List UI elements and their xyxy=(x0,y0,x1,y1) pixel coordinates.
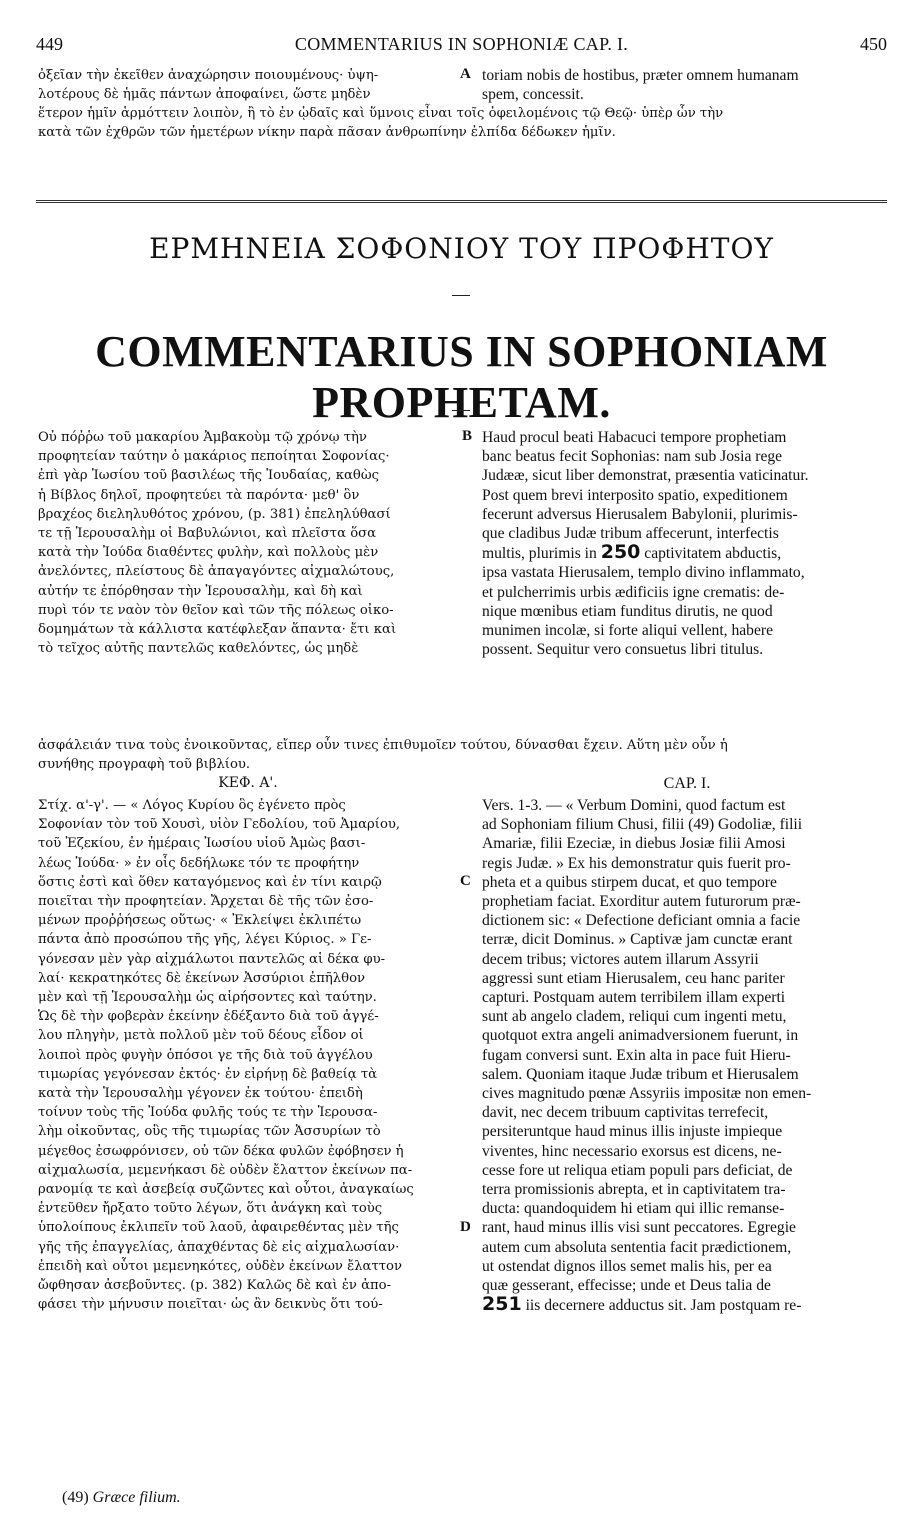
footnote xyxy=(62,1489,181,1507)
page-number-right: 450 xyxy=(860,34,887,54)
top-full-width-greek xyxy=(38,104,723,142)
text-line: nique mœnibus etiam funditus dirutis, ne quod xyxy=(482,602,773,620)
text-line: persiteruntque haud minus illis injuste impieque xyxy=(482,1123,783,1141)
text-line: κατὰ τὴν Ἰούδα διαθέντες φυλὴν, καὶ πολλοὺς μὲν xyxy=(38,545,379,561)
margin-marker-b: B xyxy=(462,428,473,444)
intro-greek-column xyxy=(38,428,458,658)
running-header xyxy=(36,34,887,56)
text-line: que cladibus Judæ tribum affecerunt, interfectis xyxy=(482,525,779,543)
text-line: quotquot extra angeli animadversionem fuerunt, in xyxy=(482,1027,799,1045)
text-line: fugam conversi sunt. Exin alta in pace fuit Hieru- xyxy=(482,1046,791,1064)
footnote-text: Græce filium. xyxy=(92,1489,181,1506)
text-line xyxy=(482,1295,892,1315)
text-line: terræ, dicit Dominus. » Captivæ jam cunctæ erant xyxy=(482,931,793,949)
text-line: αἰχμαλωσία, μεμενήκασι δὲ οὐδὲν ἔλαττον ἐκείνων πα- xyxy=(38,1162,413,1178)
title-dash xyxy=(452,295,470,296)
text-line: συνήθης προγραφὴ τοῦ βιβλίου. xyxy=(38,757,251,773)
text-line: regis Judæ. » Ex his demonstratur quis fuerit pro- xyxy=(482,854,791,872)
text-line: ἐπειδὴ καὶ οὗτοι μεμενηκότες, οὐδὲν ἐκείνων ἔλαττον xyxy=(38,1258,403,1274)
text-line: προφητείαν ταύτην ὁ μακάριος πεποίηται Σοφονίας· xyxy=(38,449,390,465)
text-line: ἕτερον ἡμῖν ἁρμόττειν λοιπὸν, ἢ τὸ ἐν ᾠδαῖς καὶ ὕμνοις εἶναι τοῖς ὀφειλομένοις τῷ Θεῷ· ὑπὲρ ὧν τὴν xyxy=(38,106,724,121)
text-line: λοιποὶ πρὸς φυγὴν ὁπόσοι γε τῆς διὰ τοῦ ἀγγέλου xyxy=(38,1047,373,1063)
text-line: Οὐ πόῤῥω τοῦ μακαρίου Ἀμβακοὺμ τῷ χρόνῳ τὴν xyxy=(38,430,367,445)
text-line: banc beatus fecit Sophonias: nam sub Josia rege xyxy=(482,448,783,466)
chapter-greek-column xyxy=(38,796,458,1314)
section-rule xyxy=(36,200,887,203)
page-number-left: 449 xyxy=(36,34,63,54)
text-line: ὤφθησαν ἀσεβοῦντες. (p. 382) Καλῶς δὲ καὶ ἐν ἀπο- xyxy=(38,1278,392,1294)
intro-latin-column xyxy=(482,428,892,659)
text-line: τὸ τεῖχος αὐτῆς παντελῶς καθελόντες, ὡς μηδὲ xyxy=(38,641,359,657)
chapter-latin-column xyxy=(482,796,892,1315)
text-line: ἀνελόντες, πλείστους δὲ ἀπαγαγόντες αἰχμαλώτους, xyxy=(38,564,395,580)
text-line: κατὰ τὴν Ἱερουσαλὴμ γέγονεν ἐκ τούτου· ἐπειδὴ xyxy=(38,1086,363,1102)
text-fragment: multis, plurimis in xyxy=(482,545,597,563)
text-line: φάσει τὴν μήνυσιν ποιεῖται· ὡς ἂν δεικνὺς ὅτι τού- xyxy=(38,1297,383,1313)
text-line: ἐντεῦθεν ἤρξατο τοῦτο λέγων, ὅτι ἀνάγκη καὶ τοὺς xyxy=(38,1201,383,1217)
text-line: fecerunt adversus Hierusalem Babylonii, plurimis- xyxy=(482,505,798,523)
text-line: salem. Quoniam itaque Judæ tribum et Hierusalem xyxy=(482,1065,799,1083)
text-line: decem tribus; victores autem illarum Assyrii xyxy=(482,950,759,968)
text-line: ἡ Βίβλος δηλοῖ, προφητεύει τὰ παρόντα· μεθ' ὃν xyxy=(38,487,360,503)
text-line: λαί· κεκρατηκότες δὲ ἐκείνων Ἀσσύριοι ἐπῆλθον xyxy=(38,970,366,986)
text-line: λέως Ἰούδα· » ἐν οἷς δεδήλωκε τόν τε προφήτην xyxy=(38,855,360,871)
text-line: Στίχ. α'-γ'. — « Λόγος Κυρίου ὃς ἐγένετο πρὸς xyxy=(38,798,346,813)
text-line: ὀξεῖαν τὴν ἐκεῖθεν ἀναχώρησιν ποιουμένους· ὑψη- xyxy=(38,68,379,83)
text-line: ad Sophoniam filium Chusi, filii (49) Godoliæ, filii xyxy=(482,816,803,834)
text-line: ποιεῖται τὴν προφητείαν. Ἄρχεται δὲ τῆς τῶν ἐσο- xyxy=(38,894,374,910)
text-line: Haud procul beati Habacuci tempore prophetiam xyxy=(482,429,787,446)
text-line: ducta: quandoquidem hi etiam qui illic remanse- xyxy=(482,1200,785,1218)
text-line: Σοφονίαν τὸν τοῦ Χουσὶ, υἱὸν Γεδολίου, τοῦ Ἀμαρίου, xyxy=(38,817,401,833)
margin-marker-c: C xyxy=(460,873,471,889)
text-line: πάντα ἀπὸ προσώπου τῆς γῆς, λέγει Κύριος. » Γε- xyxy=(38,932,372,948)
text-line: Ὡς δὲ τὴν φοβερὰν ἐκείνην ἐδέξαντο διὰ τοῦ ἀγγέ- xyxy=(38,1009,379,1025)
text-line: possent. Sequitur vero consuetus libri titulus. xyxy=(482,641,764,659)
text-line: ut ostendat dignos illos semet malis his, per ea xyxy=(482,1257,772,1275)
running-title: COMMENTARIUS IN SOPHONIÆ CAP. I. xyxy=(294,34,629,54)
text-line: πυρὶ τόν τε ναὸν τὸν θεῖον καὶ τῶν τῆς πόλεως οἰκο- xyxy=(38,602,394,618)
text-line: τοῦ Ἐζεκίου, ἐν ἡμέραις Ἰωσίου υἱοῦ Ἀμὼς βασι- xyxy=(38,836,366,852)
margin-marker-d: D xyxy=(460,1219,471,1235)
text-line: Vers. 1-3. — « Verbum Domini, quod factum est xyxy=(482,797,786,814)
text-fragment: iis decernere adductus sit. Jam postquam re- xyxy=(525,1297,802,1315)
text-line: sunt ab angelo cladem, reliqui cum ingenti metu, xyxy=(482,1008,787,1026)
text-line: spem, concessit. xyxy=(482,86,584,104)
greek-chapter-heading: ΚΕΦ. Α'. xyxy=(218,775,278,791)
text-line: cesse fore ut reliqua etiam populi pars deficiat, de xyxy=(482,1161,793,1179)
text-line: δομημάτων τὰ κάλλιστα κατέφλεξαν ἅπαντα· ἔτι καὶ xyxy=(38,622,397,638)
text-line: viventes, hinc necessario exorsus est dicens, ne- xyxy=(482,1142,782,1160)
text-line: λοτέρους δὲ ἡμᾶς πάντων ἀποφαίνει, ὥστε μηδὲν xyxy=(38,87,371,103)
text-line: autem cum absoluta sententia facit prædictionem, xyxy=(482,1238,792,1256)
text-line: Judææ, sicut liber demonstrat, præsentia vaticinatur. xyxy=(482,467,809,485)
text-line: toriam nobis de hostibus, præter omnem humanam xyxy=(482,67,799,84)
text-line: terra promissionis abrepta, et in captivitatem tra- xyxy=(482,1181,786,1199)
text-line xyxy=(482,543,892,563)
text-line: κατὰ τῶν ἐχθρῶν τῶν ἡμετέρων νίκην παρὰ πᾶσαν ἀνθρωπίνην ἐλπίδα δέδωκεν ἡμῖν. xyxy=(38,125,616,141)
margin-marker-a: A xyxy=(460,66,471,82)
text-line: capturi. Postquam autem terribilem illam experti xyxy=(482,989,786,1007)
bold-column-number: 250 xyxy=(600,541,641,564)
latin-title: COMMENTARIUS IN SOPHONIAM PROPHETAM. xyxy=(95,327,828,427)
text-line: davit, nec decem tribuum captivitas terrefecit, xyxy=(482,1104,769,1122)
text-line: aggressi sunt etiam Hierusalem, ceu hanc pariter xyxy=(482,969,785,987)
text-line: quæ gesserant, effecisse; unde et Deus talia de xyxy=(482,1277,771,1295)
greek-title: ΕΡΜΗΝΕΙΑ ΣΟΦΟΝΙΟΥ ΤΟΥ ΠΡΟΦΗΤΟΥ xyxy=(149,232,774,265)
text-line: λου πληγὴν, μετὰ πολλοῦ μὲν τοῦ δέους εἶδον οἱ xyxy=(38,1028,364,1044)
text-line: αὐτήν τε ἐπόρθησαν τὴν Ἱερουσαλὴμ, καὶ δὴ καὶ xyxy=(38,583,363,599)
text-line: dictionem sic: « Defectione deficiant omnia a facie xyxy=(482,912,801,930)
text-line: Post quem brevi interposito spatio, expeditionem xyxy=(482,486,788,504)
text-line: ἐπὶ γὰρ Ἰωσίου τοῦ βασιλέως τῆς Ἰουδαίας, καθὼς xyxy=(38,468,379,484)
text-line: prophetiam faciat. Exorditur autem futurorum præ- xyxy=(482,893,801,911)
text-line: τοίνυν τοὺς τῆς Ἰούδα φυλῆς τούς τε τὴν Ἱερουσα- xyxy=(38,1105,378,1121)
text-line: rant, haud minus illis visi sunt peccatores. Egregie xyxy=(482,1219,796,1237)
text-line: cives magnitudo pœnæ Assyriis impositæ non emen- xyxy=(482,1085,812,1103)
text-fragment: captivitatem abductis, xyxy=(644,545,782,563)
text-line: Amariæ, filii Ezeciæ, in diebus Josiæ filii Amosi xyxy=(482,835,786,853)
text-line: pheta et a quibus stirpem ducat, et quo tempore xyxy=(482,873,777,891)
text-line: ἀσφάλειάν τινα τοὺς ἐνοικοῦντας, εἴπερ οὖν τινες ἐπιθυμοῖεν τούτου, δύνασθαι ἔχειν. Αὕτη μὲν οὖν ἡ xyxy=(38,738,728,753)
text-line: μέγεθος ἐσωφρόνισεν, οὐ τῶν δέκα φυλῶν ἐφόβησεν ἡ xyxy=(38,1143,404,1159)
text-line: λὴμ οἰκοῦντας, οὓς τῆς τιμωρίας τῶν Ἀσσυρίων τὸ xyxy=(38,1124,381,1140)
text-line: μένων προῤῥήσεως οὕτως· « Ἐκλείψει ἐκλιπέτω xyxy=(38,913,362,929)
text-line: ipsa vastata Hierusalem, templo divino inflammato, xyxy=(482,564,805,582)
text-line: τε τῇ Ἱερουσαλὴμ οἱ Βαβυλώνιοι, καὶ πλεῖστα ὅσα xyxy=(38,526,377,542)
top-latin-column xyxy=(482,66,892,104)
bold-column-number: 251 xyxy=(482,1293,522,1316)
footnote-number: (49) xyxy=(62,1489,89,1506)
text-line: ὑπολοίπους ἐκλιπεῖν τοῦ λαοῦ, ἀφαιρεθέντας μὲν τῆς xyxy=(38,1220,399,1236)
intro-full-width-greek xyxy=(38,736,728,774)
text-line: γῆς τῆς ἐπαγγελίας, ἀπαχθέντας δὲ εἰς αἰχμαλωσίαν· xyxy=(38,1239,400,1255)
text-line: τιμωρίας γεγόνεσαν ἐκτός· ἐν εἰρήνῃ δὲ βαθείᾳ τὰ xyxy=(38,1066,378,1082)
top-greek-column xyxy=(38,66,458,104)
text-line: γόνεσαν μὲν γὰρ αἰχμάλωτοι παντελῶς αἱ δέκα φυ- xyxy=(38,951,386,967)
latin-chapter-heading: CAP. I. xyxy=(663,775,711,792)
text-line: βραχέος διεληλυθότος χρόνου, (p. 381) ἐπεληλύθασί xyxy=(38,506,391,522)
text-line: munimen incolæ, si forte aliqui vellent, habere xyxy=(482,622,774,640)
title-dash xyxy=(452,410,470,411)
text-line: ρανομίᾳ τε καὶ ἀσεβείᾳ συζῶντες καὶ οὗτοι, ἀναγκαίως xyxy=(38,1182,414,1198)
text-line: ὅστις ἐστὶ καὶ ὅθεν καταγόμενος καὶ ἐν τίνι καιρῷ xyxy=(38,874,382,890)
text-line: μὲν καὶ τῇ Ἱερουσαλὴμ ὡς αἱρήσοντες καὶ ταύτην. xyxy=(38,990,377,1006)
text-line: et pulcherrimis urbis ædificiis igne crematis: de- xyxy=(482,583,785,601)
